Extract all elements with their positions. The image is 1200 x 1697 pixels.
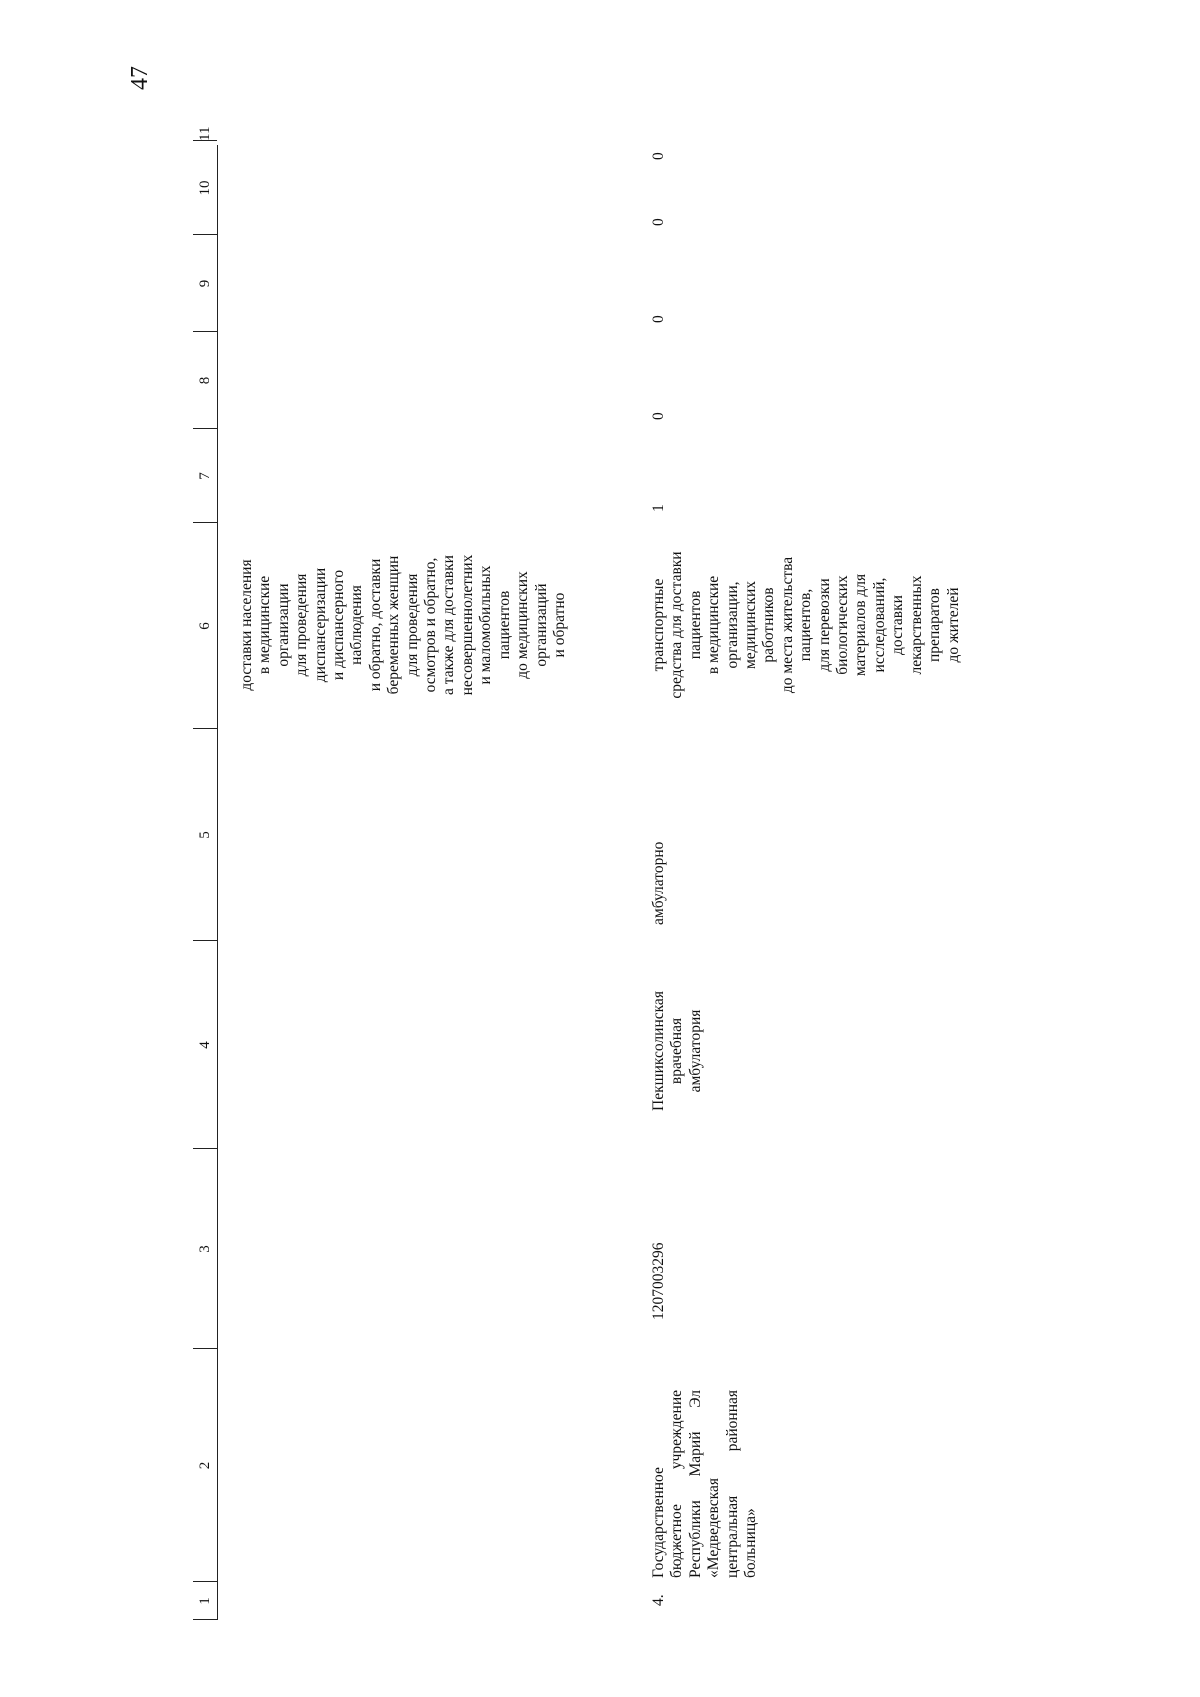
inn-code: 1207003296 [650, 1242, 667, 1320]
col-num-8: 8 [197, 376, 213, 385]
col8-value: 0 [650, 412, 667, 420]
table-landscape [197, 126, 1200, 1620]
col-num-1: 1 [197, 1597, 213, 1605]
header-rule [217, 145, 218, 1620]
col-num-6: 6 [197, 622, 213, 630]
unit-name: Пекшиксолинская врачебная амбулатория [650, 991, 704, 1111]
col-num-9: 9 [197, 279, 213, 288]
care-condition: амбулаторно [650, 841, 667, 925]
col-num-7: 7 [197, 472, 213, 480]
vehicle-purpose: транспортные средства для доставки пациентов в медицинские организации, медицинских работников до места жительства пациентов, для перевозки биологических материалов для исследований, доставки лекарственных препаратов до жителей [650, 551, 962, 699]
col7-value: 1 [650, 504, 667, 512]
col-num-5: 5 [197, 831, 213, 839]
col-num-10: 10 [197, 180, 213, 196]
col-num-3: 3 [197, 1245, 213, 1253]
col11-value: 0 [650, 152, 667, 160]
col-num-4: 4 [197, 1041, 213, 1049]
page-number: 47 [127, 66, 153, 90]
row-number: 4. [650, 1594, 667, 1606]
col-num-2: 2 [197, 1461, 213, 1470]
continued-purpose-cell: доставки населения в медицинские организации для проведения диспансеризации и диспансерного наблюдения и обратно, доставки беременных женщин для проведения осмотров и обратно, а также для доставки несовершеннолетних и маломобильных пациентов до медицинских организаций и обратно [238, 554, 568, 696]
col10-value: 0 [650, 218, 667, 226]
col-num-11: 11 [197, 126, 213, 141]
organization-name: Государственное бюджетное учреждение Республики Марий Эл «Медведевская центральная районная больница» [650, 1390, 760, 1578]
column-number-header [193, 126, 217, 1620]
col9-value: 0 [650, 315, 667, 323]
